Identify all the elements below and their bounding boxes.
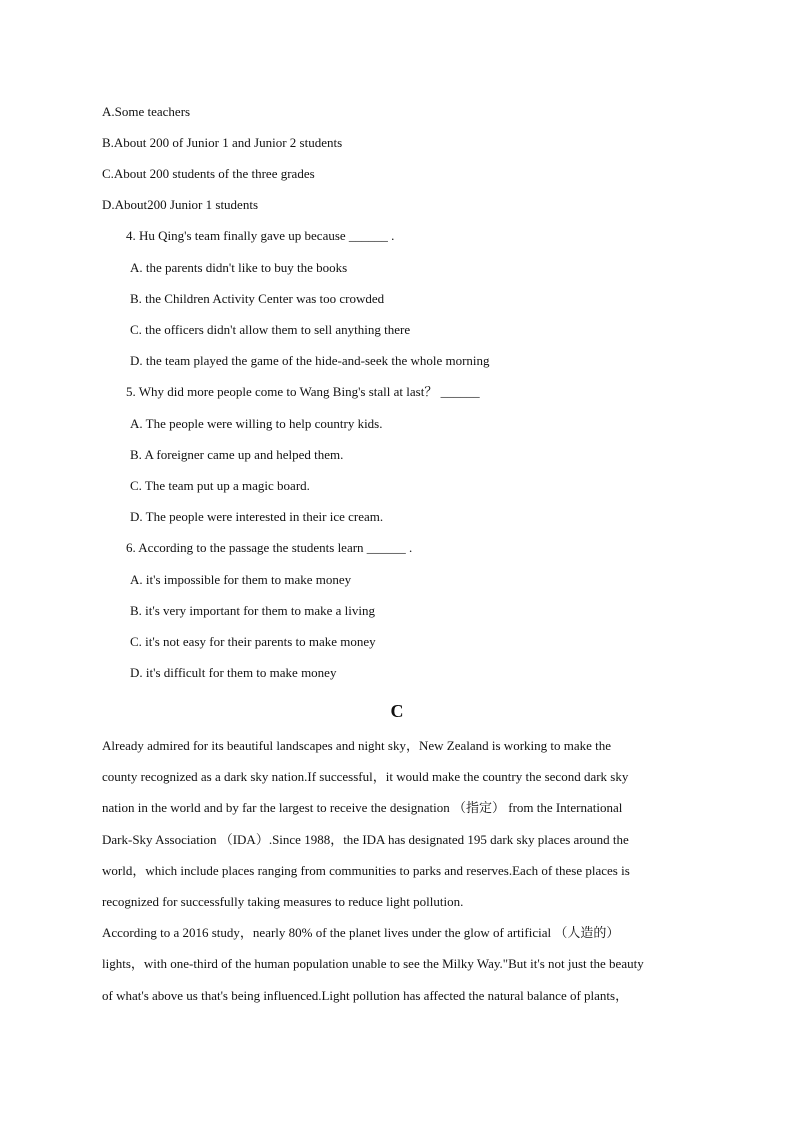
prev-option-a: A.Some teachers bbox=[102, 104, 191, 119]
prev-option-c: C.About 200 students of the three grades bbox=[102, 166, 315, 181]
passage-line: Dark-Sky Association （IDA）.Since 1988，the IDA has designated 195 dark sky places around the bbox=[102, 832, 629, 847]
question-5-option-c: C. The team put up a magic board. bbox=[130, 478, 310, 493]
question-5-option-a: A. The people were willing to help country kids. bbox=[130, 416, 383, 431]
passage-line: of what's above us that's being influenced.Light pollution has affected the natural balance of plants， bbox=[102, 988, 629, 1003]
question-5-option-d: D. The people were interested in their ice cream. bbox=[130, 509, 384, 524]
question-4-stem: 4. Hu Qing's team finally gave up because ______ . bbox=[126, 228, 395, 243]
question-4-option-d: D. the team played the game of the hide-and-seek the whole morning bbox=[130, 353, 490, 368]
question-6-option-c: C. it's not easy for their parents to make money bbox=[130, 634, 376, 649]
question-6-stem: 6. According to the passage the students learn ______ . bbox=[126, 540, 413, 555]
passage-line: nation in the world and by far the largest to receive the designation （指定） from the International bbox=[102, 800, 623, 815]
passage-line: world，which include places ranging from communities to parks and reserves.Each of these places is bbox=[102, 863, 630, 878]
passage-line: lights，with one-third of the human population unable to see the Milky Way."But it's not just the beauty bbox=[102, 956, 644, 971]
section-title: C bbox=[390, 701, 404, 721]
question-5-option-b: B. A foreigner came up and helped them. bbox=[130, 447, 344, 462]
question-6-option-d: D. it's difficult for them to make money bbox=[130, 665, 337, 680]
question-4-option-c: C. the officers didn't allow them to sell anything there bbox=[130, 322, 411, 337]
prev-option-b: B.About 200 of Junior 1 and Junior 2 students bbox=[102, 135, 343, 150]
question-4-option-b: B. the Children Activity Center was too crowded bbox=[130, 291, 385, 306]
question-5-stem: 5. Why did more people come to Wang Bing's stall at last？ ______ bbox=[126, 384, 480, 399]
question-4-option-a: A. the parents didn't like to buy the books bbox=[130, 260, 348, 275]
passage-line: recognized for successfully taking measures to reduce light pollution. bbox=[102, 894, 464, 909]
question-6-option-a: A. it's impossible for them to make money bbox=[130, 572, 352, 587]
passage-line: According to a 2016 study，nearly 80% of the planet lives under the glow of artificial （人造的） bbox=[102, 925, 620, 940]
passage-line: county recognized as a dark sky nation.If successful，it would make the country the second dark sky bbox=[102, 769, 629, 784]
question-6-option-b: B. it's very important for them to make a living bbox=[130, 603, 375, 618]
passage-line: Already admired for its beautiful landscapes and night sky，New Zealand is working to make the bbox=[102, 738, 612, 753]
prev-option-d: D.About200 Junior 1 students bbox=[102, 197, 258, 212]
